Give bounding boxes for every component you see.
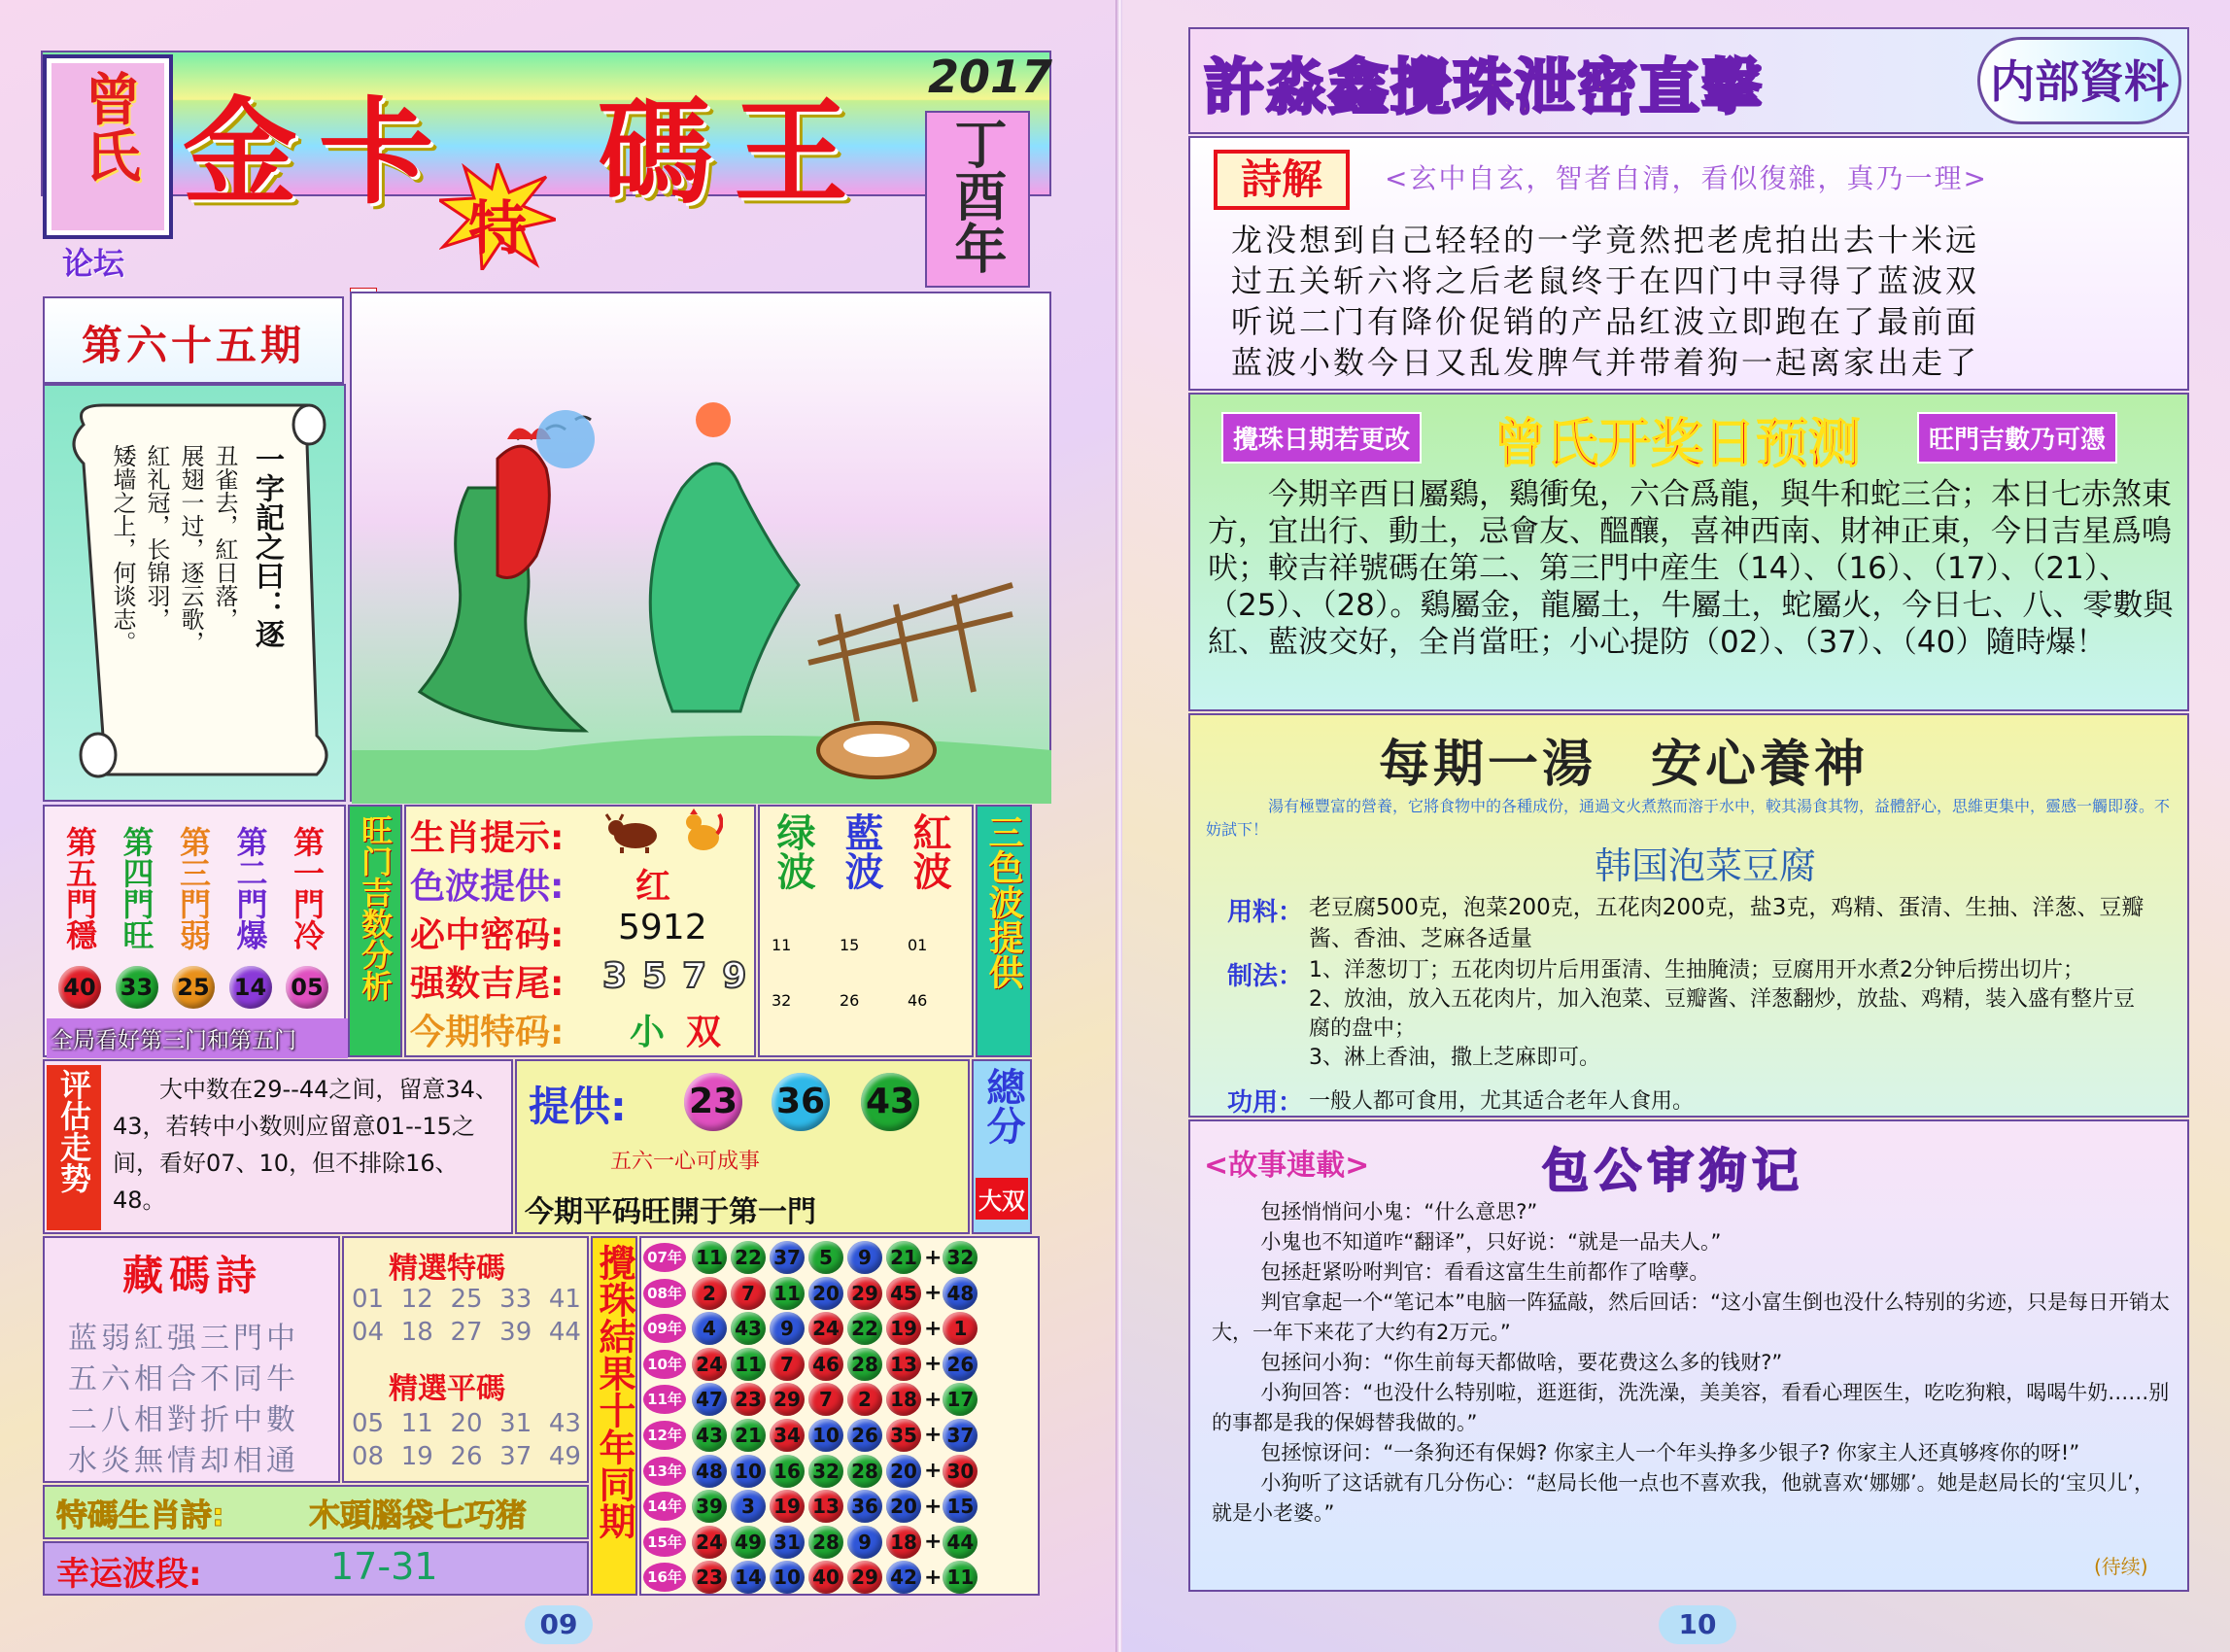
- history-rows: [643, 1240, 1038, 1596]
- gate-col: [280, 810, 334, 1005]
- history-year: 08年: [643, 1279, 686, 1308]
- total-label: 總分: [980, 1067, 1025, 1145]
- gates-side-label-box: [348, 805, 402, 1057]
- supply-ball: 23: [684, 1073, 742, 1131]
- history-ball: 47: [692, 1383, 727, 1416]
- history-ball: 36: [847, 1490, 882, 1523]
- history-year: 16年: [643, 1563, 686, 1592]
- code: 20: [450, 1409, 483, 1438]
- story-paragraph: 包拯问小狗：“你生前每天都做啥，要花费这么多的钱财?”: [1260, 1351, 1783, 1374]
- history-ball: 7: [770, 1348, 805, 1381]
- history-row: [643, 1382, 1038, 1417]
- brand-text: 曾氏: [75, 70, 141, 183]
- rooster-illustration: [350, 292, 1051, 802]
- soup-effect: 一般人都可食用，尤其适合老年人食用。: [1309, 1089, 1695, 1114]
- gate-col: [110, 810, 164, 1005]
- history-ball: 24: [692, 1348, 727, 1381]
- cycle-year-box: [925, 111, 1030, 288]
- tail-digit: 7: [682, 956, 707, 996]
- soup-step: 2、放油，放入五花肉片，加入泡菜、豆瓣酱、洋葱翻炒，放盐、鸡精，装入盛有整片豆腐的盘中；: [1309, 987, 2135, 1041]
- history-ball: 21: [731, 1419, 766, 1452]
- trend-side-label: 评估走势: [55, 1069, 92, 1193]
- code: 43: [548, 1409, 581, 1438]
- code: 39: [499, 1318, 532, 1347]
- issue-box: [43, 296, 344, 384]
- soup-method-label: 制法：: [1227, 962, 1304, 991]
- selected-special-row: [352, 1285, 581, 1314]
- story-title: 包公审狗记: [1542, 1144, 1805, 1198]
- story-paragraph: 小狗听了这话就有几分伤心：“赵局长他一点也不喜欢我，他就喜欢‘娜娜’。她是赵局长的‘宝贝儿’，就是小老婆。”: [1212, 1471, 2154, 1525]
- code: 11: [400, 1409, 433, 1438]
- rooster-scene-image: [352, 293, 1053, 804]
- hidden-poem-line: 水炎無情却相通: [68, 1444, 299, 1478]
- history-ball: 28: [808, 1526, 843, 1559]
- tail-digit: 5: [642, 956, 668, 996]
- history-ball: 26: [847, 1419, 882, 1452]
- history-ball: 43: [731, 1312, 766, 1345]
- poem-line: 蓝波小数今日又乱发脾气并带着狗一起离家出走了: [1231, 344, 1980, 381]
- brand-box: [43, 54, 173, 239]
- history-year: 09年: [643, 1314, 686, 1343]
- history-special-ball: 48: [943, 1277, 978, 1310]
- code: 33: [499, 1285, 532, 1314]
- history-ball: 3: [731, 1490, 766, 1523]
- supply-slogan: 五六一心可成事: [610, 1150, 761, 1174]
- history-ball: 21: [886, 1241, 921, 1274]
- scroll-heading: 一字記之曰：逐: [250, 444, 284, 648]
- history-ball: 19: [886, 1312, 921, 1345]
- selected-special-row: [352, 1318, 581, 1347]
- selected-normal-title: 精選平碼: [389, 1372, 505, 1406]
- history-ball: 32: [808, 1455, 843, 1488]
- scroll-line-2: 展翅一过，逐云歌，: [177, 444, 204, 654]
- code: 08: [352, 1442, 385, 1471]
- special-char: 特: [468, 195, 527, 263]
- wave-ball: 32: [772, 991, 792, 1010]
- gate-label: 第一門冷: [289, 826, 326, 950]
- lucky-label: 幸运波段:: [56, 1555, 202, 1594]
- history-ball: 43: [692, 1419, 727, 1452]
- plus-icon: +: [924, 1387, 943, 1412]
- zodiac-poem-label: 特碼生肖詩:: [56, 1497, 224, 1533]
- history-ball: 2: [847, 1383, 882, 1416]
- code: 44: [548, 1318, 581, 1347]
- history-special-ball: 44: [943, 1526, 978, 1559]
- history-ball: 37: [770, 1241, 805, 1274]
- tips-tail-label: 强数吉尾:: [410, 964, 565, 1004]
- history-ball: 10: [731, 1455, 766, 1488]
- hidden-poem-line: 五六相合不同牛: [68, 1362, 299, 1396]
- gate-ball: 40: [58, 966, 101, 1009]
- history-year: 07年: [643, 1243, 686, 1272]
- history-ball: 5: [808, 1241, 843, 1274]
- gate-ball: 25: [172, 966, 215, 1009]
- history-year: 11年: [643, 1385, 686, 1414]
- story-paragraph: 包拯赶紧吩咐判官：看看这富生生前都作了啥孽。: [1260, 1260, 1710, 1284]
- history-ball: 28: [847, 1348, 882, 1381]
- page-number-right: 10: [1659, 1605, 1736, 1644]
- issue-number: 第六十五期: [81, 322, 305, 369]
- hidden-poem-title: 藏碼詩: [122, 1252, 263, 1299]
- history-ball: 20: [886, 1490, 921, 1523]
- history-row: [643, 1240, 1038, 1275]
- trend-text: 大中数在29--44之间，留意34、43，若转中小数则应留意01--15之间，看好07、10，但不排除16、48。: [113, 1076, 498, 1214]
- poem-subtitle: <玄中自玄，智者自清，看似復雜，真乃一理>: [1385, 162, 1988, 194]
- tips-tail-values: [602, 956, 746, 996]
- right-header-title: 許淼鑫攪珠泄密直擊: [1204, 52, 1765, 122]
- history-ball: 29: [847, 1561, 882, 1594]
- history-row: [643, 1347, 1038, 1382]
- history-ball: 46: [808, 1348, 843, 1381]
- history-row: [643, 1311, 1038, 1346]
- selected-normal-row: [352, 1409, 581, 1438]
- history-ball: 14: [731, 1561, 766, 1594]
- history-ball: 13: [808, 1490, 843, 1523]
- story-paragraph: 判官拿起一个“笔记本”电脑一阵猛敲，然后回话：“这小富生倒也没什么特别的劣迹，只是每日开销太大，一年下来花了大约有2万元。”: [1212, 1291, 2171, 1344]
- code: 41: [548, 1285, 581, 1314]
- scroll-line-1: 丑雀去，紅日落，: [211, 444, 238, 631]
- gate-label: 第四門旺: [118, 826, 155, 950]
- gates-columns: [52, 810, 334, 1005]
- history-ball: 20: [808, 1277, 843, 1310]
- wave-ball: 26: [840, 991, 860, 1010]
- history-ball: 23: [692, 1561, 727, 1594]
- soup-effect-label: 功用：: [1227, 1088, 1304, 1118]
- soup-ingredients-label: 用料：: [1227, 898, 1304, 927]
- poem-line: 过五关斩六将之后老鼠终于在四门中寻得了蓝波双: [1231, 262, 1980, 299]
- history-ball: 10: [770, 1561, 805, 1594]
- history-ball: 7: [731, 1277, 766, 1310]
- history-special-ball: 32: [943, 1241, 978, 1274]
- plus-icon: +: [924, 1494, 943, 1519]
- scroll-line-4: 矮墙之上，何谈志。: [109, 444, 136, 654]
- internal-badge: [1977, 37, 2181, 124]
- history-ball: 11: [692, 1241, 727, 1274]
- history-ball: 9: [770, 1312, 805, 1345]
- hidden-poem-line: 二八相對折中數: [68, 1403, 299, 1437]
- right-page: [1122, 0, 2230, 1652]
- poem-tag: 詩解: [1214, 150, 1350, 210]
- gate-label: 第五門穩: [61, 826, 98, 950]
- wave-ball: 15: [840, 936, 860, 954]
- poem-line: 听说二门有降价促销的产品红波立即跑在了最前面: [1231, 303, 1980, 340]
- plus-icon: +: [924, 1352, 943, 1377]
- code: 05: [352, 1409, 385, 1438]
- ox-icon-svg: [604, 812, 665, 853]
- poem-line: 龙没想到自己轻轻的一学竟然把老虎拍出去十米远: [1231, 222, 1980, 258]
- wave-ball: 46: [908, 991, 928, 1010]
- selected-special-title: 精選特碼: [389, 1252, 505, 1286]
- history-ball: 18: [886, 1383, 921, 1416]
- history-year: 10年: [643, 1350, 686, 1379]
- story-paragraph: 小鬼也不知道咋“翻译”，只好说：“就是一品夫人。”: [1260, 1230, 1722, 1254]
- history-ball: 16: [770, 1455, 805, 1488]
- history-ball: 22: [847, 1312, 882, 1345]
- gate-label: 第二門爆: [231, 826, 269, 950]
- forum-label: 论坛: [62, 245, 125, 282]
- special-starburst: [439, 163, 556, 270]
- history-ball: 40: [808, 1561, 843, 1594]
- gates-note: 全局看好第三门和第五门: [47, 1018, 348, 1058]
- cycle-year: 丁酉年: [946, 117, 1009, 274]
- story-body: [1212, 1197, 2174, 1529]
- gate-ball: 14: [229, 966, 272, 1009]
- history-ball: 9: [847, 1526, 882, 1559]
- history-ball: 42: [886, 1561, 921, 1594]
- gate-ball: 33: [116, 966, 158, 1009]
- tips-special-value-1: 小: [630, 1013, 666, 1052]
- masthead-title-2: 碼王: [598, 86, 871, 220]
- history-special-ball: 30: [943, 1455, 978, 1488]
- wave-header-red: 紅波: [907, 812, 951, 890]
- wave-header-green: 绿波: [771, 812, 815, 890]
- scroll-line-3: 紅礼冠，长锦羽，: [143, 444, 170, 631]
- wave-header-blue: 藍波: [839, 812, 883, 890]
- history-ball: 11: [770, 1277, 805, 1310]
- history-ball: 2: [692, 1277, 727, 1310]
- history-ball: 23: [731, 1383, 766, 1416]
- plus-icon: +: [924, 1459, 943, 1484]
- gate-label: 第三門弱: [175, 826, 212, 950]
- code: 12: [400, 1285, 433, 1314]
- ox-icon: [604, 812, 665, 853]
- tail-digit: 9: [722, 956, 747, 996]
- history-ball: 19: [770, 1490, 805, 1523]
- gate-col: [52, 810, 107, 1005]
- tips-special-value-2: 双: [686, 1013, 722, 1052]
- supply-label: 提供:: [529, 1083, 627, 1130]
- lucky-value: 17-31: [330, 1545, 438, 1588]
- history-ball: 18: [886, 1526, 921, 1559]
- year: 2017: [928, 51, 1053, 103]
- rooster-icon: [680, 809, 723, 855]
- tail-digit: 3: [602, 956, 628, 996]
- story-tag: <故事連載>: [1204, 1149, 1370, 1183]
- history-special-ball: 11: [943, 1561, 978, 1594]
- rooster-icon-svg: [680, 809, 723, 855]
- history-ball: 11: [731, 1348, 766, 1381]
- history-ball: 49: [731, 1526, 766, 1559]
- code: 27: [450, 1318, 483, 1347]
- plus-icon: +: [924, 1316, 943, 1341]
- masthead-title-1: 金卡: [183, 86, 456, 220]
- history-row: [643, 1489, 1038, 1524]
- gates-side-label: 旺门吉数分析: [357, 814, 394, 1001]
- history-year: 14年: [643, 1492, 686, 1521]
- total-value: 大双: [976, 1178, 1028, 1220]
- code: 49: [548, 1442, 581, 1471]
- history-ball: 34: [770, 1419, 805, 1452]
- history-ball: 29: [770, 1383, 805, 1416]
- soup-ingredients: 老豆腐500克，泡菜200克，五花肉200克，盐3克，鸡精、蛋清、生抽、洋葱、豆瓣酱、香油、芝麻各适量: [1309, 895, 2144, 951]
- code: 18: [400, 1318, 433, 1347]
- plus-icon: +: [924, 1245, 943, 1270]
- history-year: 15年: [643, 1528, 686, 1557]
- history-ball: 22: [731, 1241, 766, 1274]
- gate-col: [166, 810, 221, 1005]
- history-special-ball: 37: [943, 1419, 978, 1452]
- tips-special-label: 今期特码:: [410, 1013, 565, 1052]
- story-paragraph: 小狗回答：“也没什么特别啦，逛逛街，洗洗澡，美美容，看看心理医生，吃吃狗粮，喝喝牛奶……别的事都是我的保姆替我做的。”: [1212, 1381, 2170, 1434]
- history-ball: 20: [886, 1455, 921, 1488]
- history-year: 13年: [643, 1457, 686, 1486]
- history-ball: 7: [808, 1383, 843, 1416]
- soup-step: 1、洋葱切丁；五花肉切片后用蛋清、生抽腌渍；豆腐用开水煮2分钟后捞出切片；: [1309, 958, 2084, 982]
- tips-zodiac-label: 生肖提示:: [410, 818, 565, 858]
- code: 25: [450, 1285, 483, 1314]
- plus-icon: +: [924, 1565, 943, 1590]
- history-row: [643, 1560, 1038, 1595]
- plus-icon: +: [924, 1423, 943, 1448]
- history-special-ball: 1: [943, 1312, 978, 1345]
- soup-title: 每期一湯 安心養神: [1379, 736, 1870, 794]
- history-label-box: [591, 1236, 637, 1596]
- history-special-ball: 17: [943, 1383, 978, 1416]
- forecast-tag-left: 攪珠日期若更改: [1221, 412, 1422, 464]
- soup-dish: 韩国泡菜豆腐: [1595, 844, 1817, 887]
- history-ball: 24: [692, 1526, 727, 1559]
- forecast-title: 曾氏开奖日预测: [1493, 413, 1861, 474]
- history-row: [643, 1454, 1038, 1489]
- selected-normal-row: [352, 1442, 581, 1471]
- page-number-left: 09: [525, 1605, 593, 1644]
- waves-side-label: 三色波提供: [983, 814, 1024, 989]
- tips-wave-label: 色波提供:: [410, 867, 565, 907]
- gate-col: [223, 810, 278, 1005]
- history-row: [643, 1418, 1038, 1453]
- internal-badge-text: 内部資料: [1990, 55, 2169, 108]
- plus-icon: +: [924, 1530, 943, 1555]
- soup-intro: 湯有極豐富的營養，它將食物中的各種成份，通過文火煮熬而溶于水中，較其湯食其物，益體舒心，思維更集中，靈感一觸即發。不妨試下！: [1206, 797, 2171, 839]
- forecast-tag-right: 旺門吉數乃可憑: [1917, 412, 2117, 464]
- history-ball: 39: [692, 1490, 727, 1523]
- tips-code-value: 5912: [618, 908, 707, 947]
- history-ball: 31: [770, 1526, 805, 1559]
- scroll-area: [43, 384, 346, 802]
- tips-code-label: 必中密码:: [410, 915, 565, 955]
- tips-wave-value: 红: [635, 867, 671, 907]
- code: 04: [352, 1318, 385, 1347]
- code: 19: [400, 1442, 433, 1471]
- waves-side-box: [976, 805, 1032, 1057]
- history-label: 攪珠結果十年同期: [593, 1244, 636, 1539]
- history-special-ball: 26: [943, 1348, 978, 1381]
- history-ball: 13: [886, 1348, 921, 1381]
- history-row: [643, 1525, 1038, 1560]
- supply-ball: 43: [861, 1073, 919, 1131]
- history-ball: 35: [886, 1419, 921, 1452]
- history-year: 12年: [643, 1421, 686, 1450]
- history-ball: 29: [847, 1277, 882, 1310]
- gate-ball: 05: [286, 966, 328, 1009]
- zodiac-poem-text: 木頭腦袋七巧猪: [309, 1497, 528, 1533]
- code: 37: [499, 1442, 532, 1471]
- hidden-poem-line: 蓝弱紅强三門中: [68, 1322, 299, 1356]
- history-ball: 28: [847, 1455, 882, 1488]
- history-ball: 45: [886, 1277, 921, 1310]
- history-special-ball: 15: [943, 1490, 978, 1523]
- forecast-text: 今期辛酉日屬鷄，鷄衝兔，六合爲龍，與牛和蛇三合；本日七赤煞東方，宜出行、動土，忌會友、醞釀，喜神西南、財神正東，今日吉星爲鳴吠；較吉祥號碼在第二、第三門中産生（14）、（16）、（17）、（21）、（25）、（28）。鷄屬金，龍屬土，牛屬土，蛇屬火，今日七、八、零數與紅、藍波交好，全肖當旺；小心提防（02）、（37）、（40）隨時爆！: [1208, 477, 2174, 660]
- wave-ball: 11: [772, 936, 792, 954]
- trend-side-box: [47, 1065, 101, 1230]
- history-ball: 9: [847, 1241, 882, 1274]
- story-paragraph: 包拯惊讶问：“一条狗还有保姆? 你家主人一个年头挣多少银子? 你家主人还真够疼你的呀!”: [1260, 1441, 2080, 1464]
- code: 01: [352, 1285, 385, 1314]
- history-row: [643, 1276, 1038, 1311]
- code: 31: [499, 1409, 532, 1438]
- history-ball: 10: [808, 1419, 843, 1452]
- soup-step: 3、淋上香油，撒上芝麻即可。: [1309, 1046, 1600, 1070]
- history-ball: 4: [692, 1312, 727, 1345]
- code: 26: [450, 1442, 483, 1471]
- story-continued: (待续): [2094, 1555, 2148, 1578]
- story-paragraph: 包拯悄悄问小鬼：“什么意思?”: [1260, 1200, 1538, 1223]
- supply-gate-tip: 今期平码旺開于第一門: [525, 1195, 816, 1229]
- plus-icon: +: [924, 1281, 943, 1306]
- history-ball: 24: [808, 1312, 843, 1345]
- supply-ball: 36: [772, 1073, 830, 1131]
- wave-ball: 01: [908, 936, 928, 954]
- history-ball: 48: [692, 1455, 727, 1488]
